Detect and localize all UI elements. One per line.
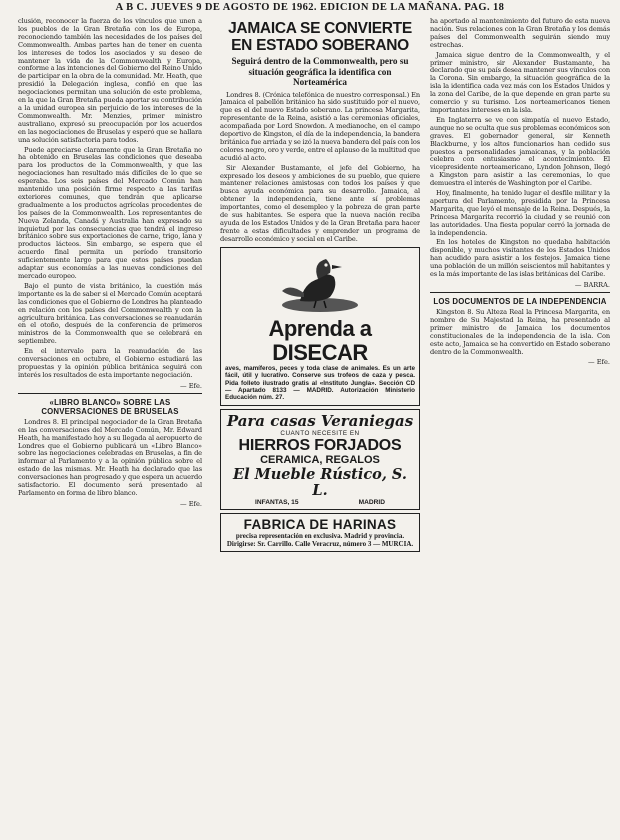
headline-deck: Seguirá dentro de la Commonwealth, pero su situación geográfica la identifica con Norteamérica (231, 56, 409, 87)
ad-text: precisa representación en exclusiva. Madrid y provincia. Dirigirse: Sr. Carrillo. Calle Veracruz, número 3 — MURCIA. (226, 531, 414, 548)
article-paragraph: Londres 8. El principal negociador de la Gran Bretaña en las conversaciones del Mercado Común, Mr. Edward Heath, ha manifestado hoy a su llegada al aeropuerto de Londres que el Gobierno publicará un «Libro Blanco» sobre las negociaciones celebradas en Bruselas, a fin de informar al Parlamento y a la opinión pública sobre el estado de las mismas. Mr. Heath ha declarado que las conversaciones han progresado y que espera un acuerdo satisfactorio. El documento será presentado al Parlamento en forma de libro blanco. (18, 417, 202, 497)
advertisement-harinas (220, 513, 420, 552)
article-paragraph: clusión, reconocer la fuerza de los vínculos que unen a los pueblos de la Gran Bretaña con los de Europa, reconociendo también las necesidades de los países del Commonwealth. Ambas partes han de tener en cuenta los intereses de todos los asociados y su deseo de mantener la vida de la Commonwealth y Europa, conforme a las intenciones del Gobierno del Reino Unido de participar en la obra de la comunidad. Mr. Heath, que presidió la Delegación inglesa, confió en que las negociaciones permitan una solución de este problema, en la que la Gran Bretaña pueda aportar su contribución a la unidad europea sin perjuicio de los intereses de la Commonwealth. Mr. Menzies, primer ministro australiano, expresó su preocupación por los acuerdos en las negociaciones de Bruselas y esperó que se hallara una solución satisfactoria para todos. (18, 18, 202, 144)
article-paragraph: En el intervalo para la reanudación de las conversaciones en octubre, el Gobierno estudiará las propuestas y la opinión pública británica seguirá con interés los resultados de esta importante negociación. (18, 347, 202, 379)
advertisement-hierros (220, 409, 420, 510)
article-paragraph: Puede apreciarse claramente que la Gran Bretaña no ha obtenido en Bruselas las condiciones que deseaba para los productos de la Commonwealth, y que las negociaciones han resultado más difíciles de lo que se esperaba. Los seis países del Mercado Común han mantenido una posición firme respecto a las tarifas exteriores comunes, que tendrán que aplicarse gradualmente a los productos agrícolas procedentes de los países de la Commonwealth. Los representantes de Nueva Zelanda, Canadá y Australia han expresado su inquietud por las consecuencias que tendrá el ingreso británico sobre sus exportaciones de carne, trigo, lana y productos lácteos. Sin embargo, se espera que el acuerdo final permita un período transitorio suficientemente largo para que estos países puedan adaptar sus economías a las nuevas condiciones del mercado europeo. (18, 145, 202, 280)
ad-script-title: Para casas Veraniegas (226, 411, 414, 430)
article-paragraph: Londres 8. (Crónica telefónica de nuestro corresponsal.) En Jamaica el pabellón británico ha sido sustituido por el nuevo, que es el del nuevo Estado soberano. La princesa Margarita, representante de la Reina, asistió a las ceremonias oficiales, acompañada por Lord Snowdon. A medianoche, en el campo deportivo de Kingston, el día de la independencia, la bandera británica fue arriada y se izó la nueva bandera del país con los colores negro, oro y verde, entre el aplauso de la multitud que acudió al acto. (220, 90, 420, 162)
article-paragraph: ha aportado al mantenimiento del futuro de esta nueva nación. Sus relaciones con la Gran Bretaña y los demás países del Commonwealth seguirán siendo muy estrechas. (430, 18, 610, 49)
ad-text: aves, mamíferos, peces y toda clase de animales. Es un arte fácil, útil y lucrativo. Conserve sus trofeos de caza y pesca. Pida folleto ilustrado gratis al «Instituto Jungla». Sección CD — Apartado 8133 — MADRID. Autorización Ministerio Educación núm. 27. (225, 364, 415, 402)
ad-line: CUANTO NECESITE EN (280, 429, 360, 437)
article-paragraph: Kingston 8. Su Alteza Real la Princesa Margarita, en nombre de Su Majestad la Reina, ha presentado al primer ministro de Jamaica los documentos constitucionales de la independencia de la isla. Con este acto, Jamaica se ha convertido en Estado soberano dentro de la Commonwealth. (430, 308, 610, 356)
ad-headline: HIERROS FORJADOS (238, 436, 402, 454)
byline: — Efe. (588, 358, 610, 367)
byline: — Efe. (180, 381, 202, 390)
left-column (18, 18, 202, 830)
ad-brand: El Mueble Rústico, S. L. (233, 465, 407, 499)
advertisement-disecar (220, 247, 420, 406)
article-paragraph: Bajo el punto de vista británico, la cuestión más importante es la de saber si el Mercado Común aceptará las condiciones que el Gobierno de Londres ha planteado en relación con los países del Commonwealth y con la agricultura británica. Las conversaciones se reanudarán en el otoño, después de la conferencia de primeros ministros de la Commonwealth que se celebrará en septiembre. (18, 281, 202, 346)
article-paragraph: Sir Alexander Bustamante, el jefe del Gobierno, ha expresado los deseos y ambiciones de su pueblo, que quiere mantener relaciones amistosas con todos los países y que busca ayuda económica para su desarrollo. Jamaica, al obtener la independencia, tiene ante sí problemas importantes, como el desempleo y la pobreza de gran parte de sus habitantes. Se espera que la nueva nación reciba ayuda de los Estados Unidos y de la Gran Bretaña para hacer frente a estas dificultades y emprender un programa de desarrollo económico y social en el Caribe. (220, 163, 420, 243)
stuffed-bird-illustration (260, 253, 380, 315)
ad-headline: Aprenda a DISECAR (268, 315, 372, 365)
ad-subline: CERAMICA, REGALOS (260, 453, 380, 466)
article-paragraph: En Inglaterra se ve con simpatía el nuevo Estado, aunque no se oculta que sus problemas económicos son graves. El gobernador general, sir Kenneth Blackburne, y los altos funcionarios han cedido sus puestos a personalidades jamaicanas, y la población celebra con entusiasmo el acontecimiento. El vicepresidente norteamericano, Lyndon Johnson, llegó a Kingston para asistir a las ceremonias, lo que demuestra el interés de Washington por el Caribe. (430, 115, 610, 188)
page-header: A B C. JUEVES 9 DE AGOSTO DE 1962. EDICION DE LA MAÑANA. PAG. 18 (115, 2, 505, 13)
middle-column (220, 18, 420, 830)
article-paragraph: En los hoteles de Kingston no quedaba habitación disponible, y muchos visitantes de los Estados Unidos han acudido para asistir a los festejos. Jamaica tiene una población de un millón seiscientos mil habitantes y es la más importante de las islas británicas del Caribe. (430, 238, 610, 279)
article-paragraph: Hoy, finalmente, ha tenido lugar el desfile militar y la apertura del Parlamento, presidida por la Princesa Margarita, que leyó el mensaje de la Reina. Después, la Princesa Margarita recorrió la ciudad y se reunió con las autoridades. Una fiesta popular cerró la jornada de la independencia. (430, 189, 610, 237)
article-paragraph: Jamaica sigue dentro de la Commonwealth, y el primer ministro, sir Alexander Bustamante, ha declarado que su país desea mantener sus vínculos con la Corona. Sin embargo, la situación geográfica de la isla la identifica cada vez más con los Estados Unidos y la zona del Caribe, de la que depende en gran parte su comercio y su turismo. Los norteamericanos tienen importantes intereses en la isla. (430, 50, 610, 114)
byline: — Efe. (180, 499, 202, 508)
section-heading: «LIBRO BLANCO» SOBRE LAS CONVERSACIONES DE BRUSELAS (41, 397, 179, 416)
ad-headline: FABRICA DE HARINAS (243, 516, 397, 532)
section-heading: LOS DOCUMENTOS DE LA INDEPENDENCIA (433, 297, 607, 306)
main-headline: JAMAICA SE CONVIERTE EN ESTADO SOBERANO (228, 20, 412, 54)
right-column (430, 18, 610, 830)
ad-street: INFANTAS, 15 (255, 498, 299, 506)
ad-city: MADRID (358, 498, 385, 506)
divider (18, 393, 202, 394)
divider (430, 292, 610, 293)
ad-address (225, 499, 415, 506)
byline: — BARRA. (574, 281, 610, 289)
